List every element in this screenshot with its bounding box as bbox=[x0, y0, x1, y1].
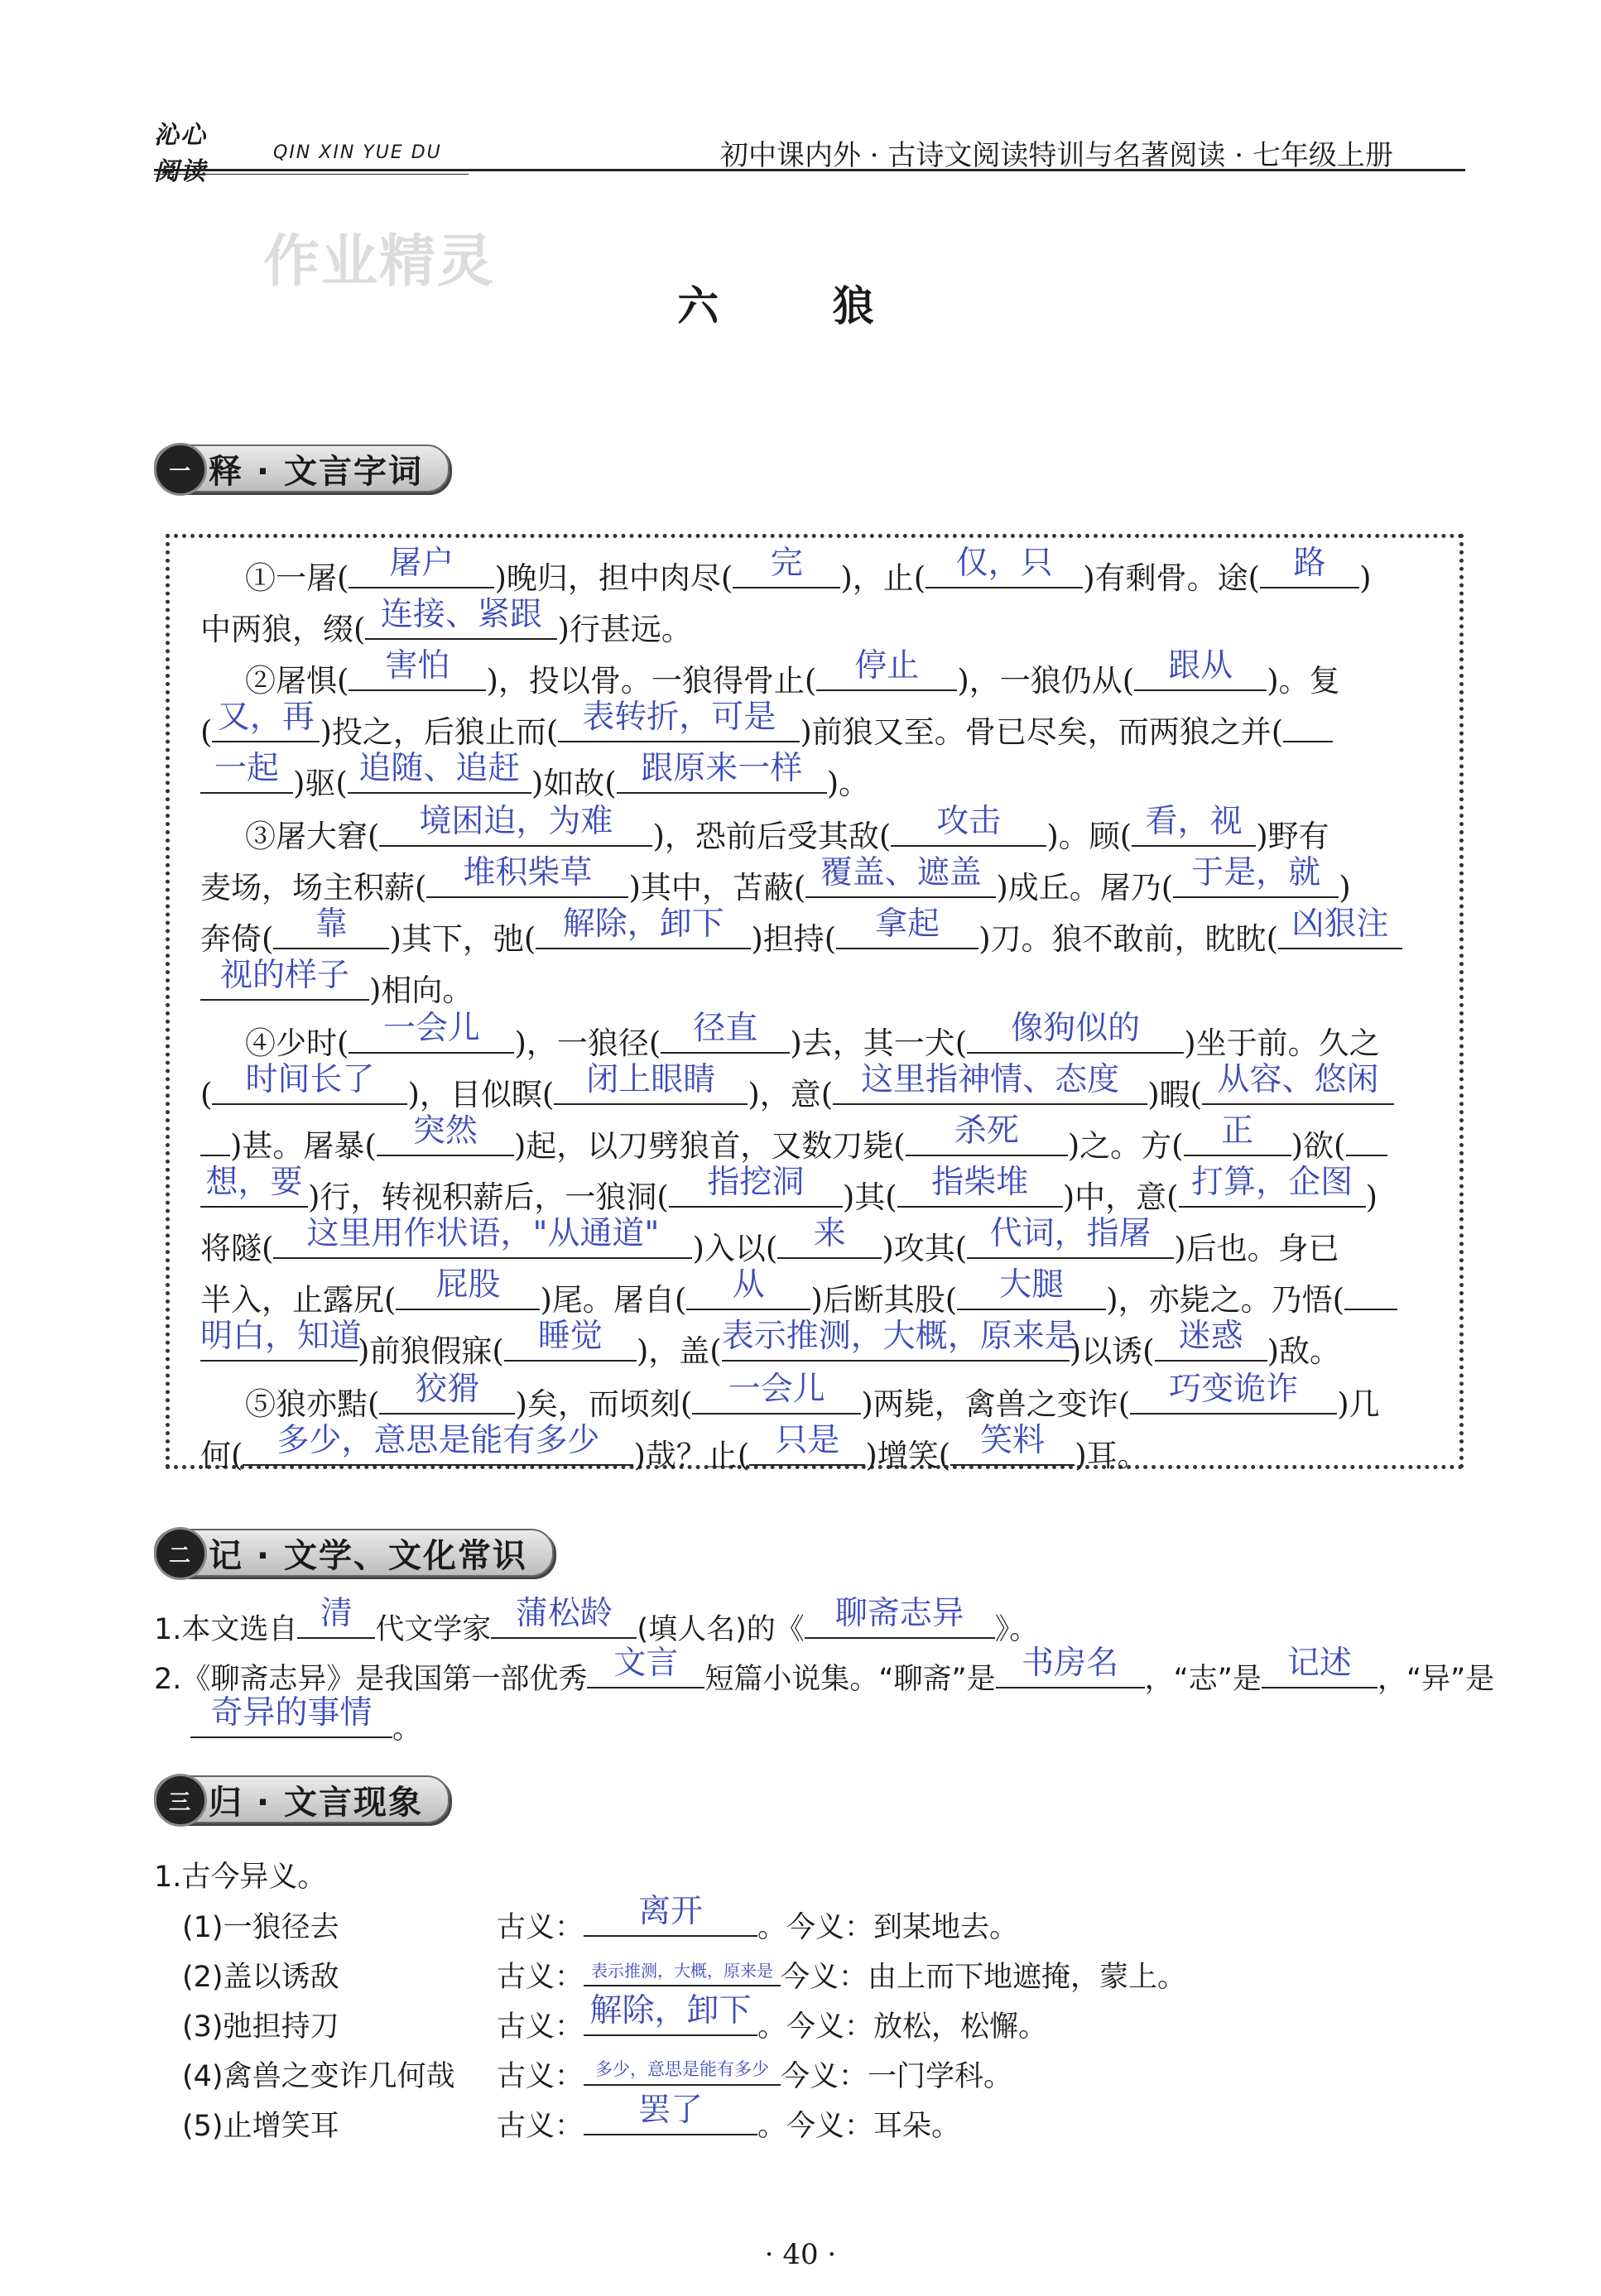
answer-blank[interactable] bbox=[1260, 545, 1359, 588]
text-segment: )入以( bbox=[692, 1231, 778, 1266]
answer: 时间长了 bbox=[245, 1061, 375, 1098]
answer: 拿起 bbox=[875, 905, 940, 943]
text-segment: )，止( bbox=[840, 560, 926, 596]
text-segment: )有剩骨。途( bbox=[1083, 560, 1261, 596]
text-segment: 今义：一门学科。 bbox=[781, 2060, 1013, 2093]
answer: 堆积柴草 bbox=[463, 854, 593, 891]
answer: 跟原来一样 bbox=[641, 750, 803, 787]
answer: 代词，指屠 bbox=[989, 1215, 1151, 1252]
text-segment: )暇( bbox=[1147, 1077, 1203, 1112]
answer: 径直 bbox=[693, 1010, 758, 1047]
text-segment: 古义： bbox=[497, 2110, 584, 2143]
logo-line2: 阅读 bbox=[154, 157, 207, 186]
text-segment: 中两狼，缀( bbox=[200, 612, 366, 647]
answer: 正 bbox=[1221, 1112, 1254, 1150]
answer-blank[interactable] bbox=[504, 1318, 637, 1362]
text-segment: 今义：由上而下地遮掩，蒙上。 bbox=[781, 1961, 1187, 1994]
answer: 表转折，可是 bbox=[582, 699, 776, 736]
answer: 蒲松龄 bbox=[515, 1595, 613, 1632]
passage-line bbox=[200, 905, 1402, 958]
answer: 表示推测，大概，原来是 bbox=[591, 1961, 774, 1981]
answer: 境困迫，为难 bbox=[419, 803, 613, 840]
text-segment: )哉？止( bbox=[633, 1438, 750, 1473]
text-segment: )其中，苫蔽( bbox=[628, 870, 806, 905]
answer-blank[interactable] bbox=[200, 957, 369, 1001]
answer-blank[interactable] bbox=[1278, 905, 1402, 949]
text-segment: 古义： bbox=[497, 1961, 584, 1994]
answer-blank[interactable] bbox=[906, 1112, 1068, 1156]
answer: 解除，卸下 bbox=[589, 1992, 752, 2029]
answer: 靠 bbox=[315, 905, 348, 943]
text-segment: )。顾( bbox=[1046, 819, 1132, 854]
text-segment: )晚归，担中肉尽( bbox=[494, 560, 733, 596]
passage-line bbox=[245, 803, 1329, 856]
watermark-logo: 作业精灵 bbox=[263, 229, 496, 295]
answer: 杀死 bbox=[954, 1112, 1019, 1150]
answer: 笑料 bbox=[980, 1422, 1046, 1459]
answer: 攻击 bbox=[936, 803, 1002, 840]
answer: 覆盖、遮盖 bbox=[820, 854, 982, 891]
text-segment: )，一狼径( bbox=[514, 1026, 661, 1061]
text-segment: )行甚远。 bbox=[557, 612, 692, 647]
text-segment: )前狼假寐( bbox=[358, 1333, 504, 1369]
section-badge-1 bbox=[154, 444, 450, 493]
answer-blank[interactable] bbox=[1184, 1112, 1291, 1156]
phenomena-item bbox=[182, 1992, 1048, 2045]
phenomena-item bbox=[182, 2092, 961, 2145]
answer: 一起 bbox=[214, 750, 279, 787]
answer: 离开 bbox=[638, 1893, 704, 1930]
answer-blank[interactable] bbox=[617, 750, 827, 794]
text-segment: 。今义：耳朵。 bbox=[757, 2110, 961, 2143]
text-segment: 何( bbox=[200, 1438, 243, 1473]
answer-blank[interactable] bbox=[805, 854, 996, 898]
text-segment: )敌。 bbox=[1267, 1333, 1341, 1369]
page-number: · 40 · bbox=[764, 2238, 837, 2271]
answer-blank[interactable] bbox=[212, 1061, 407, 1105]
text-segment: )后也。身已 bbox=[1174, 1231, 1339, 1266]
text-segment: 。今义：放松，松懈。 bbox=[757, 2010, 1048, 2044]
answer-blank[interactable] bbox=[584, 2053, 781, 2086]
answer: 书房名 bbox=[1022, 1645, 1119, 1682]
answer: 睡觉 bbox=[537, 1318, 603, 1355]
text-segment: )，投以骨。一狼得骨止( bbox=[486, 663, 817, 699]
text-segment: ，“异”是 bbox=[1377, 1663, 1495, 1696]
answer-blank[interactable] bbox=[379, 803, 652, 847]
answer-blank[interactable] bbox=[777, 1215, 882, 1259]
answer-blank[interactable] bbox=[379, 1371, 515, 1415]
answer-blank[interactable] bbox=[816, 647, 957, 691]
answer: 迷惑 bbox=[1178, 1318, 1243, 1355]
section-number: 一 bbox=[154, 443, 207, 496]
text-segment: ④少时( bbox=[245, 1026, 349, 1061]
text-segment: ，“志”是 bbox=[1144, 1663, 1262, 1696]
answer: 指柴堆 bbox=[931, 1164, 1029, 1201]
text-segment: )。复 bbox=[1267, 663, 1340, 699]
section-title: 归 · 文言现象 bbox=[209, 1783, 424, 1822]
text-segment: )耳。 bbox=[1075, 1438, 1148, 1473]
answer: 明白，知道 bbox=[200, 1318, 363, 1355]
answer-blank[interactable] bbox=[212, 699, 320, 742]
text-segment: ②屠惧( bbox=[245, 663, 349, 699]
answer-blank[interactable] bbox=[365, 596, 557, 640]
answer: 跟从 bbox=[1168, 647, 1233, 684]
answer: 表示推测，大概，原来是 bbox=[721, 1318, 1077, 1355]
phenomena-heading: 1.古今异义。 bbox=[154, 1861, 327, 1894]
text-segment: )，盖( bbox=[636, 1333, 722, 1369]
answer: 完 bbox=[770, 545, 803, 582]
answer-blank[interactable] bbox=[957, 1266, 1106, 1310]
answer-blank[interactable] bbox=[426, 854, 628, 898]
answer: 突然 bbox=[412, 1112, 478, 1150]
answer: 巧变诡诈 bbox=[1169, 1371, 1299, 1408]
text-segment: 2.《聊斋志异》是我国第一部优秀 bbox=[154, 1663, 588, 1696]
text-segment: ( bbox=[200, 714, 213, 750]
header-rule bbox=[154, 169, 1465, 171]
logo-line1: 沁心 bbox=[154, 121, 207, 150]
text-segment: )欲( bbox=[1291, 1128, 1346, 1164]
answer-blank[interactable] bbox=[554, 1061, 748, 1105]
text-segment: 》。 bbox=[994, 1613, 1039, 1646]
text-segment: (2)盖以诱敌 bbox=[182, 1961, 339, 1994]
answer-blank[interactable] bbox=[692, 1371, 861, 1415]
answer-blank[interactable] bbox=[661, 1010, 790, 1054]
text-segment: (1)一狼径去 bbox=[182, 1911, 339, 1944]
answer: 只是 bbox=[775, 1422, 840, 1459]
text-segment: )中，意( bbox=[1062, 1179, 1179, 1215]
answer-blank[interactable] bbox=[273, 905, 389, 949]
text-segment: )前狼又至。骨已尽矣，而两狼之并( bbox=[800, 714, 1284, 750]
answer: 连接、紧跟 bbox=[380, 596, 542, 633]
knowledge-q2b bbox=[190, 1694, 422, 1747]
answer: 记述 bbox=[1286, 1645, 1352, 1682]
text-segment: )尾。屠自( bbox=[540, 1282, 687, 1318]
text-segment: )坐于前。久之 bbox=[1184, 1026, 1380, 1061]
section-badge-2 bbox=[154, 1528, 554, 1578]
answer: 多少，意思是能有多少 bbox=[595, 2059, 770, 2079]
answer-blank[interactable] bbox=[749, 1422, 865, 1466]
header-subrule bbox=[154, 174, 469, 175]
text-segment: )，意( bbox=[748, 1077, 834, 1112]
text-segment: )，一狼仍从( bbox=[957, 663, 1135, 699]
answer-blank[interactable] bbox=[1132, 803, 1256, 847]
text-segment: )起，以刀劈狼首，又数刀毙( bbox=[513, 1128, 906, 1164]
section-number: 三 bbox=[154, 1774, 207, 1827]
answer-blank[interactable] bbox=[396, 1266, 540, 1310]
answer-blank[interactable] bbox=[836, 905, 978, 949]
text-segment: )去，其一犬( bbox=[790, 1026, 968, 1061]
text-segment: 麦场，场主积薪( bbox=[200, 870, 427, 905]
answer-blank[interactable] bbox=[200, 1123, 230, 1156]
answer: 狡猾 bbox=[415, 1371, 480, 1408]
text-segment: )投之，后狼止而( bbox=[320, 714, 559, 750]
answer: 这里用作状语，"从通道" bbox=[306, 1215, 660, 1252]
answer: 一会儿 bbox=[382, 1010, 480, 1047]
answer-blank[interactable] bbox=[1130, 1371, 1337, 1415]
answer: 停止 bbox=[854, 647, 920, 684]
answer-blank[interactable] bbox=[584, 1893, 757, 1937]
text-segment: (5)止增笑耳 bbox=[182, 2110, 339, 2143]
text-segment: 半入，止露尻( bbox=[200, 1282, 397, 1318]
answer: 于是，就 bbox=[1191, 854, 1321, 891]
text-segment: )其下，弛( bbox=[389, 921, 536, 957]
answer-blank[interactable] bbox=[558, 699, 800, 742]
text-segment: 古义： bbox=[497, 2060, 584, 2093]
text-segment: ③屠大窘( bbox=[245, 819, 380, 854]
answer-blank[interactable] bbox=[1179, 1164, 1366, 1208]
answer-blank[interactable] bbox=[669, 1164, 843, 1208]
answer-blank[interactable] bbox=[686, 1266, 810, 1310]
answer-blank[interactable] bbox=[967, 1215, 1174, 1259]
answer-blank[interactable] bbox=[587, 1645, 704, 1688]
section-number: 二 bbox=[154, 1527, 207, 1580]
answer-blank[interactable] bbox=[243, 1422, 633, 1466]
series-title: 初中课内外 · 古诗文阅读特训与名著阅读 · 七年级上册 bbox=[720, 139, 1393, 172]
answer-blank[interactable] bbox=[1344, 1277, 1397, 1310]
answer: 来 bbox=[813, 1215, 846, 1252]
answer: 奇异的事情 bbox=[210, 1694, 373, 1732]
text-segment: )担持( bbox=[751, 921, 837, 957]
answer: 解除，卸下 bbox=[562, 905, 724, 943]
text-segment: )，亦毙之。乃悟( bbox=[1106, 1282, 1345, 1318]
text-segment: 将隧( bbox=[200, 1231, 274, 1266]
answer-blank[interactable] bbox=[1262, 1645, 1377, 1688]
answer: 从 bbox=[732, 1266, 765, 1304]
answer-blank[interactable] bbox=[349, 1010, 514, 1054]
answer-blank[interactable] bbox=[491, 1595, 637, 1639]
text-segment: )其( bbox=[842, 1179, 897, 1215]
answer: 大腿 bbox=[999, 1266, 1065, 1304]
answer-blank[interactable] bbox=[996, 1645, 1145, 1688]
text-segment: 短篇小说集。“聊斋”是 bbox=[704, 1663, 996, 1696]
text-segment: )两毙，禽兽之变诈( bbox=[861, 1386, 1131, 1422]
answer: 清 bbox=[320, 1595, 353, 1632]
answer-blank[interactable] bbox=[200, 1164, 308, 1208]
answer-blank[interactable] bbox=[584, 1953, 781, 1986]
answer: 这里指神情、态度 bbox=[861, 1061, 1120, 1098]
answer: 聊斋志异 bbox=[834, 1595, 964, 1632]
text-segment: )成丘。屠乃( bbox=[996, 870, 1174, 905]
text-segment: )甚。屠暴( bbox=[230, 1128, 377, 1164]
text-segment: )后断其股( bbox=[810, 1282, 958, 1318]
answer: 追随、追赶 bbox=[358, 750, 521, 787]
text-segment: ①一屠( bbox=[245, 560, 349, 596]
text-segment: )，恐前后受其敌( bbox=[652, 819, 892, 854]
answer: 从容、悠闲 bbox=[1217, 1061, 1379, 1098]
answer: 像狗似的 bbox=[1011, 1010, 1141, 1047]
passage-line bbox=[200, 1422, 1148, 1475]
answer-blank[interactable] bbox=[721, 1318, 1077, 1362]
answer-blank[interactable] bbox=[1134, 647, 1267, 691]
answer: 罢了 bbox=[638, 2092, 704, 2129]
answer-blank[interactable] bbox=[200, 1318, 363, 1362]
text-segment: ( bbox=[200, 1077, 213, 1112]
answer: 视的样子 bbox=[219, 957, 349, 994]
text-segment: 。今义：到某地去。 bbox=[757, 1911, 1019, 1944]
text-segment: (4)禽兽之变诈几何哉 bbox=[182, 2060, 455, 2093]
answer-blank[interactable] bbox=[1346, 1123, 1387, 1156]
answer: 仅，只 bbox=[955, 545, 1053, 582]
text-segment: (填人名)的《 bbox=[637, 1613, 805, 1646]
answer-blank[interactable] bbox=[349, 647, 486, 691]
text-segment: )矣，而顷刻( bbox=[515, 1386, 693, 1422]
logo-pinyin: QIN XIN YUE DU bbox=[273, 142, 442, 163]
answer-blank[interactable] bbox=[536, 905, 751, 949]
answer-blank[interactable] bbox=[200, 750, 293, 794]
text-segment: )之。方( bbox=[1067, 1128, 1184, 1164]
text-segment: ⑤狼亦黠( bbox=[245, 1386, 380, 1422]
text-segment: ) bbox=[1365, 1179, 1378, 1215]
text-segment: 古义： bbox=[497, 2010, 584, 2044]
answer-blank[interactable] bbox=[967, 1010, 1184, 1054]
section-title: 释 · 文言字词 bbox=[209, 452, 424, 491]
answer-blank[interactable] bbox=[584, 2092, 757, 2135]
text-segment: )刀。狼不敢前，眈眈( bbox=[978, 921, 1279, 957]
answer-blank[interactable] bbox=[805, 1595, 995, 1639]
section-badge-3 bbox=[154, 1775, 450, 1824]
text-segment: )驱( bbox=[293, 766, 348, 801]
phenomena-item bbox=[182, 1893, 1019, 1946]
answer: 路 bbox=[1293, 545, 1326, 582]
text-segment: )野有 bbox=[1256, 819, 1329, 854]
answer: 凶狠注 bbox=[1291, 905, 1389, 943]
answer: 打算，企图 bbox=[1191, 1164, 1353, 1201]
answer-blank[interactable] bbox=[950, 1422, 1075, 1466]
answer-blank[interactable] bbox=[273, 1215, 692, 1259]
text-segment: ) bbox=[1339, 870, 1351, 905]
answer: 一会儿 bbox=[728, 1371, 825, 1408]
answer: 看，视 bbox=[1145, 803, 1243, 840]
answer: 又，再 bbox=[217, 699, 315, 736]
answer-blank[interactable] bbox=[1173, 854, 1339, 898]
answer-blank[interactable] bbox=[897, 1164, 1063, 1208]
section-title: 记 · 文学、文化常识 bbox=[209, 1536, 528, 1575]
text-segment: )，目似瞑( bbox=[407, 1077, 555, 1112]
answer: 害怕 bbox=[385, 647, 450, 684]
text-segment: )几 bbox=[1337, 1386, 1380, 1422]
answer: 文言 bbox=[613, 1645, 679, 1682]
text-segment: )如故( bbox=[531, 766, 617, 801]
answer-blank[interactable] bbox=[733, 545, 840, 588]
text-segment: 。 bbox=[392, 1712, 422, 1746]
text-segment: )相向。 bbox=[369, 973, 474, 1008]
answer: 屁股 bbox=[435, 1266, 501, 1304]
answer-blank[interactable] bbox=[297, 1595, 375, 1639]
text-segment: )。 bbox=[826, 766, 870, 801]
text-segment: )攻其( bbox=[882, 1231, 968, 1266]
answer-blank[interactable] bbox=[349, 545, 494, 588]
answer: 屠户 bbox=[389, 545, 454, 582]
text-segment: 1.本文选自 bbox=[154, 1613, 298, 1646]
answer: 想，要 bbox=[205, 1164, 303, 1201]
answer-blank[interactable] bbox=[833, 1061, 1147, 1105]
answer-blank[interactable] bbox=[926, 545, 1083, 588]
answer: 指挖洞 bbox=[707, 1164, 805, 1201]
text-segment: (3)弛担持刀 bbox=[182, 2010, 339, 2044]
text-segment: )增笑( bbox=[865, 1438, 951, 1473]
answer-blank[interactable] bbox=[1155, 1318, 1267, 1362]
answer-blank[interactable] bbox=[1202, 1061, 1394, 1105]
text-segment: )行，转视积薪后，一狼洞( bbox=[308, 1179, 669, 1215]
answer-blank[interactable] bbox=[584, 1992, 757, 2036]
answer-blank[interactable] bbox=[348, 750, 531, 794]
text-segment: )以诱( bbox=[1069, 1333, 1155, 1369]
answer-blank[interactable] bbox=[1283, 709, 1333, 742]
lesson-title: 六 狼 bbox=[677, 281, 924, 330]
text-segment: ) bbox=[1359, 560, 1372, 596]
answer: 闭上眼睛 bbox=[586, 1061, 716, 1098]
text-segment: 奔倚( bbox=[200, 921, 274, 957]
answer: 多少，意思是能有多少 bbox=[276, 1422, 600, 1459]
text-segment: 代文学家 bbox=[375, 1613, 492, 1646]
answer-blank[interactable] bbox=[377, 1112, 514, 1156]
answer-blank[interactable] bbox=[891, 803, 1046, 847]
answer-blank[interactable] bbox=[190, 1694, 392, 1738]
text-segment: 古义： bbox=[497, 1911, 584, 1944]
